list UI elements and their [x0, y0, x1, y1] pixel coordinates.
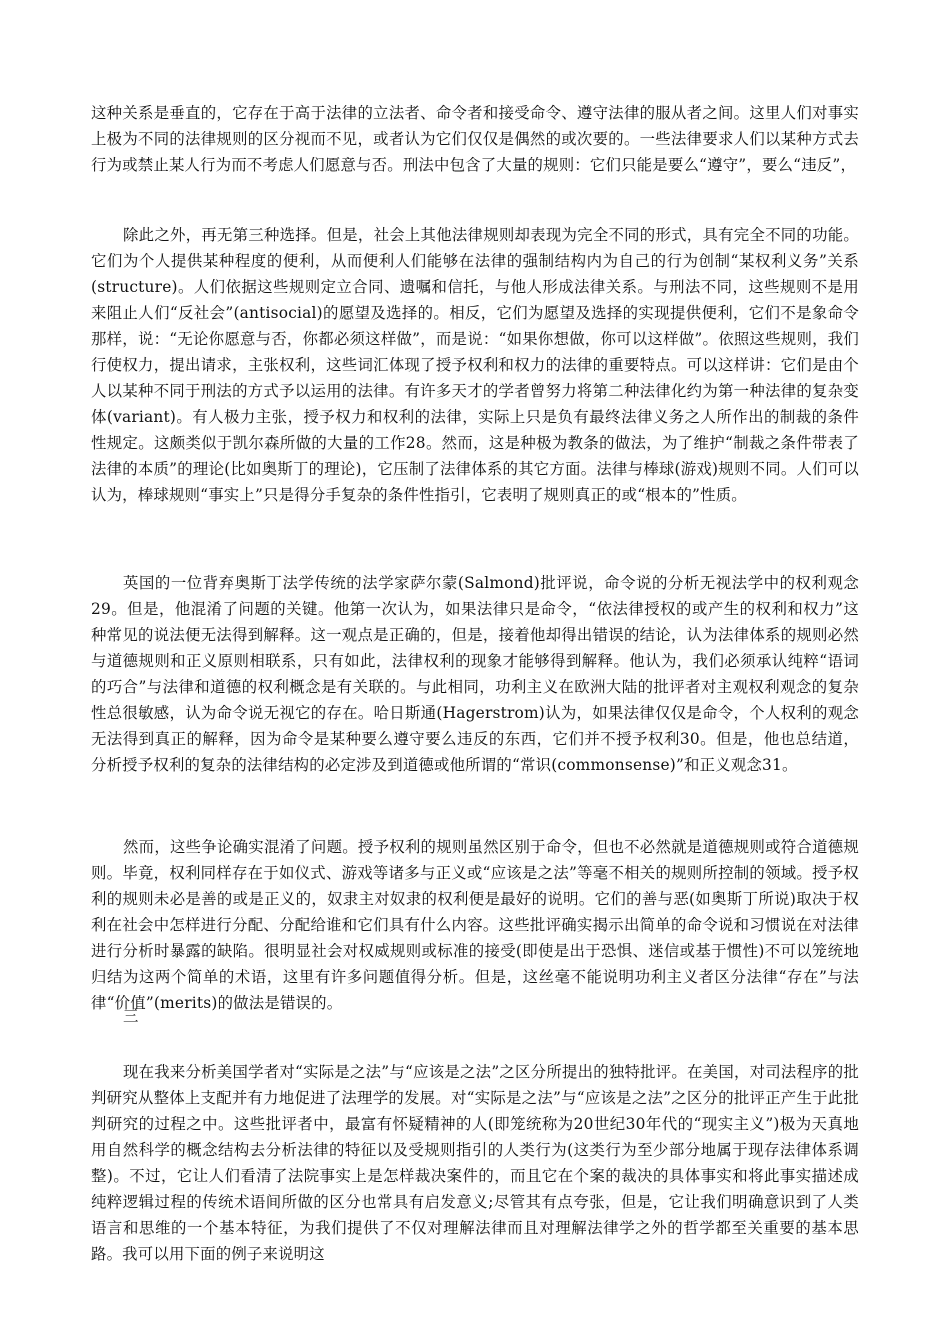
section-heading: 三	[123, 1007, 139, 1025]
paragraph-american-critique: 现在我来分析美国学者对“实际是之法”与“应该是之法”之区分所提出的独特批评。在美国，对司法程序的批判研究从整体上支配并有力地促进了法理学的发展。对“实际是之法”与“应该是之法”之区分的批评正产生于此批判研究的过程之中。这些批评者中，最富有怀疑精神的人(即笼统称为20世纪30年代的“现实主义”)极为天真地用自然科学的概念结构去分析法律的特征以及受规则指引的人类行为(这类行为至少部分地属于现存法律体系调整)。不过，它让人们看清了法院事实上是怎样裁决案件的，而且它在个案的裁决的具体事实和将此事实描述成纯粹逻辑过程的传统术语间所做的区分也常具有启发意义;尽管其有点夸张，但是，它让我们明确意识到了人类语言和思维的一个基本特征，为我们提供了不仅对理解法律而且对理解法律学之外的哲学都至关重要的基本思路。我可以用下面的例子来说明这	[91, 1063, 859, 1263]
paragraph-rights-rules: 除此之外，再无第三种选择。但是，社会上其他法律规则却表现为完全不同的形式，具有完全不同的功能。它们为个人提供某种程度的便利，从而便利人们能够在法律的强制结构内为自己的行为创制“某权利义务”关系(structure)。人们依据这些规则定立合同、遗嘱和信托，与他人形成法律关系。与刑法不同，这些规则不是用来阻止人们“反社会”(antisocial)的愿望及选择的。相反，它们为愿望及选择的实现提供便利，它们不是象命令那样，说：“无论你愿意与否，你都必须这样做”，而是说：“如果你想做，你可以这样做”。依照这些规则，我们行使权力，提出请求，主张权利，这些词汇体现了授予权利和权力的法律的重要特点。可以这样讲：它们是由个人以某种不同于刑法的方式予以运用的法律。有许多天才的学者曾努力将第二种法律化约为第一种法律的复杂变体(variant)。有人极力主张，授予权力和权利的法律，实际上只是负有最终法律义务之人所作出的制裁的条件性规定。这颇类似于凯尔森所做的大量的工作28。然而，这是种极为教条的做法，为了维护“制裁之条件带表了法律的本质”的理论(比如奥斯丁的理论)，它压制了法律体系的其它方面。法律与棒球(游戏)规则不同。人们可以认为，棒球规则“事实上”只是得分手复杂的条件性指引，它表明了规则真正的或“根本的”性质。	[91, 226, 859, 504]
paragraph-continuation: 这种关系是垂直的，它存在于高于法律的立法者、命令者和接受命令、遵守法律的服从者之间。这里人们对事实上极为不同的法律规则的区分视而不见，或者认为它们仅仅是偶然的或次要的。一些法律要求人们以某种方式去行为或禁止某人行为而不考虑人们愿意与否。刑法中包含了大量的规则：它们只能是要么“遵守”，要么“违反”，	[91, 104, 859, 174]
paragraph-confusion: 然而，这些争论确实混淆了问题。授予权利的规则虽然区别于命令，但也不必然就是道德规则或符合道德规则。毕竟，权利同样存在于如仪式、游戏等诸多与正义或“应该是之法”等毫不相关的规则所控制的领域。授予权利的规则未必是善的或是正义的，奴隶主对奴隶的权利便是最好的说明。它们的善与恶(如奥斯丁所说)取决于权利在社会中怎样进行分配、分配给谁和它们具有什么内容。这些批评确实揭示出简单的命令说和习惯说在对法律进行分析时暴露的缺陷。很明显社会对权威规则或标准的接受(即使是出于恐惧、迷信或基于惯性)不可以笼统地归结为这两个简单的术语，这里有许多问题值得分析。但是，这丝毫不能说明功利主义者区分法律“存在”与法律“价值”(merits)的做法是错误的。	[91, 838, 859, 1012]
paragraph-salmond-critique: 英国的一位背弃奥斯丁法学传统的法学家萨尔蒙(Salmond)批评说，命令说的分析无视法学中的权利观念29。但是，他混淆了问题的关键。他第一次认为，如果法律只是命令，“依法律授权的或产生的权利和权力”这种常见的说法便无法得到解释。这一观点是正确的，但是，接着他却得出错误的结论，认为法律体系的规则必然与道德规则和正义原则相联系，只有如此，法律权利的现象才能够得到解释。他认为，我们必须承认纯粹“语词的巧合”与法律和道德的权利概念是有关联的。与此相同，功利主义在欧洲大陆的批评者对主观权利观念的复杂性总很敏感，认为命令说无视它的存在。哈日斯通(Hagerstrom)认为，如果法律仅仅是命令，个人权利的观念无法得到真正的解释，因为命令是某种要么遵守要么违反的东西，它们并不授予权利30。但是，他也总结道，分析授予权利的复杂的法律结构的必定涉及到道德或他所谓的“常识(commonsense)”和正义观念31。	[91, 574, 859, 774]
